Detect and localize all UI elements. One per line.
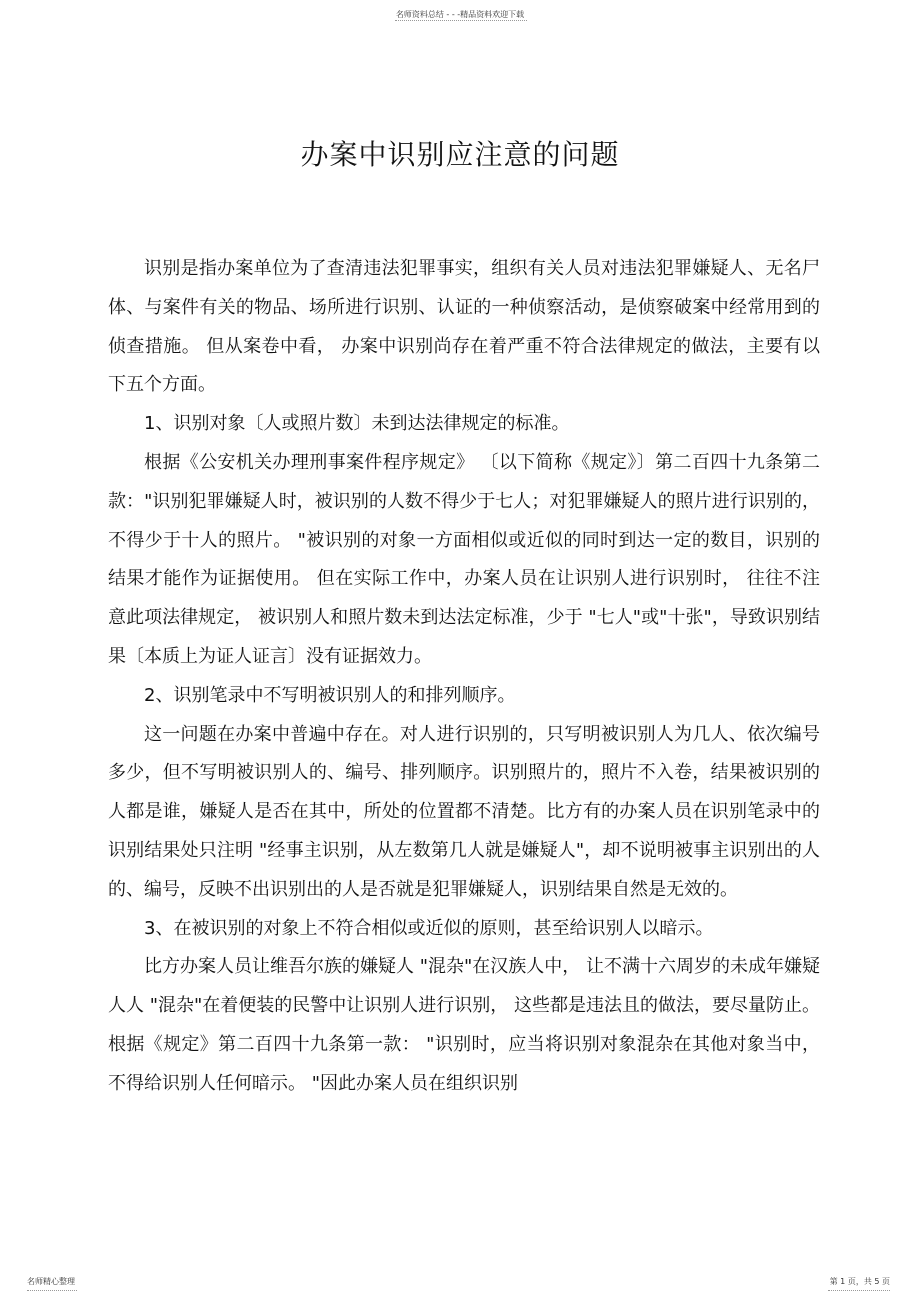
page-number: 第 1 页，共 5 页 bbox=[829, 1277, 890, 1286]
paragraph: 3、在被识别的对象上不符合相似或近似的原则，甚至给识别人以暗示。 bbox=[144, 917, 714, 939]
paragraph: 这一问题在办案中普遍中存在。对人进行识别的，只写明被识别人为几人、依次编号多少，但不写明被识别人的、编号、排列顺序。识别照片的，照片不入卷，结果被识别的人都是谁，嫌疑人是否在其中，所处的位置都不清楚。比方有的办案人员在识别笔录中的识别结果处只注明 "经事主识别，从左数第几人就是嫌疑人"，却不说明被事主识别出的人的、编号，反映不出识别出的人是否就是犯罪嫌疑人，识别结果自然是无效的。 bbox=[108, 723, 820, 900]
footer-left-text: 名师精心整理 bbox=[27, 1277, 75, 1286]
page-header: 名师资料总结 - - -精品资料欢迎下载 bbox=[395, 10, 525, 19]
footer-divider-left bbox=[27, 1290, 77, 1291]
header-divider bbox=[395, 20, 527, 21]
paragraph: 识别是指办案单位为了查清违法犯罪事实，组织有关人员对违法犯罪嫌疑人、无名尸体、与案件有关的物品、场所进行识别、认证的一种侦察活动，是侦察破案中经常用到的侦查措施。 但从案卷中看， 办案中识别尚存在着严重不符合法律规定的做法，主要有以下五个方面。 bbox=[108, 258, 820, 396]
paragraph: 1、识别对象〔人或照片数〕未到达法律规定的标准。 bbox=[144, 413, 570, 435]
document-title: 办案中识别应注意的问题 bbox=[300, 138, 620, 171]
document-body bbox=[108, 250, 820, 1104]
footer-divider-right bbox=[828, 1290, 890, 1291]
paragraph: 比方办案人员让维吾尔族的嫌疑人 "混杂"在汉族人中， 让不满十六周岁的未成年嫌疑人人 "混杂"在着便装的民警中让识别人进行识别， 这些都是违法且的做法，要尽量防止。根据《规定》第二百四十九条第一款： "识别时，应当将识别对象混杂在其他对象当中，不得给识别人任何暗示。 "因此办案人员在组织识别 bbox=[108, 956, 820, 1094]
paragraph: 2、识别笔录中不写明被识别人的和排列顺序。 bbox=[144, 684, 516, 706]
paragraph: 根据《公安机关办理刑事案件程序规定》 〔以下简称《规定》〕第二百四十九条第二款："识别犯罪嫌疑人时，被识别的人数不得少于七人；对犯罪嫌疑人的照片进行识别的，不得少于十人的照片。 "被识别的对象一方面相似或近似的同时到达一定的数目，识别的结果才能作为证据使用。 但在实际工作中，办案人员在让识别人进行识别时， 往往不注意此项法律规定， 被识别人和照片数未到达法定标准，少于 "七人"或"十张"，导致识别结果〔本质上为证人证言〕没有证据效力。 bbox=[108, 451, 820, 667]
